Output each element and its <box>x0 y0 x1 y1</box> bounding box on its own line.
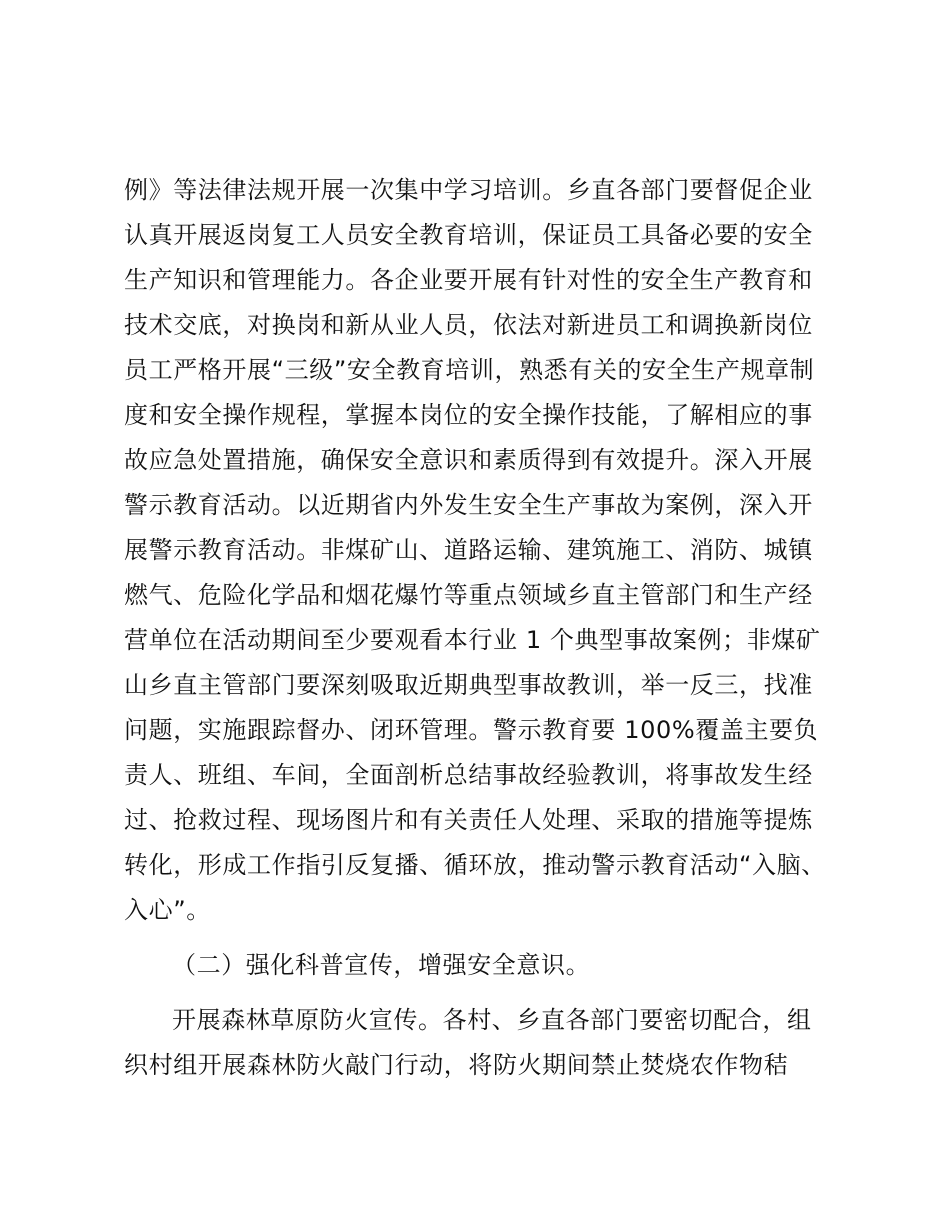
text-line: 生产知识和管理能力。各企业要开展有针对性的安全生产教育和 <box>124 266 813 294</box>
text-line: 故应急处置措施，确保安全意识和素质得到有效提升。深入开展 <box>124 446 813 474</box>
text-line: 燃气、危险化学品和烟花爆竹等重点领域乡直主管部门和生产经 <box>124 581 813 609</box>
text-line: 山乡直主管部门要深刻吸取近期典型事故教训，举一反三，找准 <box>124 671 813 699</box>
text-line: 例》等法律法规开展一次集中学习培训。乡直各部门要督促企业 <box>124 176 813 204</box>
section-heading: （二）强化科普宣传，增强安全意识。 <box>172 951 591 979</box>
document-body <box>124 168 836 1088</box>
paragraph-1 <box>124 168 836 933</box>
text-line: 认真开展返岗复工人员安全教育培训，保证员工具备必要的安全 <box>124 221 813 249</box>
text-line: 营单位在活动期间至少要观看本行业 1 个典型事故案例；非煤矿 <box>124 626 821 654</box>
text-line: 员工严格开展“三级”安全教育培训，熟悉有关的安全生产规章制 <box>124 356 815 384</box>
paragraph-2 <box>124 998 836 1088</box>
text-line: 过、抢救过程、现场图片和有关责任人处理、采取的措施等提炼 <box>124 806 813 834</box>
text-line: 度和安全操作规程，掌握本岗位的安全操作技能，了解相应的事 <box>124 401 813 429</box>
text-line: 织村组开展森林防火敲门行动，将防火期间禁止焚烧农作物秸 <box>124 1051 789 1079</box>
text-line: 技术交底，对换岗和新从业人员，依法对新进员工和调换新岗位 <box>124 311 813 339</box>
text-line: 问题，实施跟踪督办、闭环管理。警示教育要 100%覆盖主要负 <box>124 716 819 744</box>
text-line: 入心”。 <box>124 896 211 924</box>
text-line: 展警示教育活动。非煤矿山、道路运输、建筑施工、消防、城镇 <box>124 536 813 564</box>
text-line: 转化，形成工作指引反复播、循环放，推动警示教育活动“入脑、 <box>124 851 826 879</box>
text-line: 责人、班组、车间，全面剖析总结事故经验教训，将事故发生经 <box>124 761 813 789</box>
text-line: 警示教育活动。以近期省内外发生安全生产事故为案例，深入开 <box>124 491 813 519</box>
text-line: 开展森林草原防火宣传。各村、乡直各部门要密切配合，组 <box>172 1006 812 1034</box>
